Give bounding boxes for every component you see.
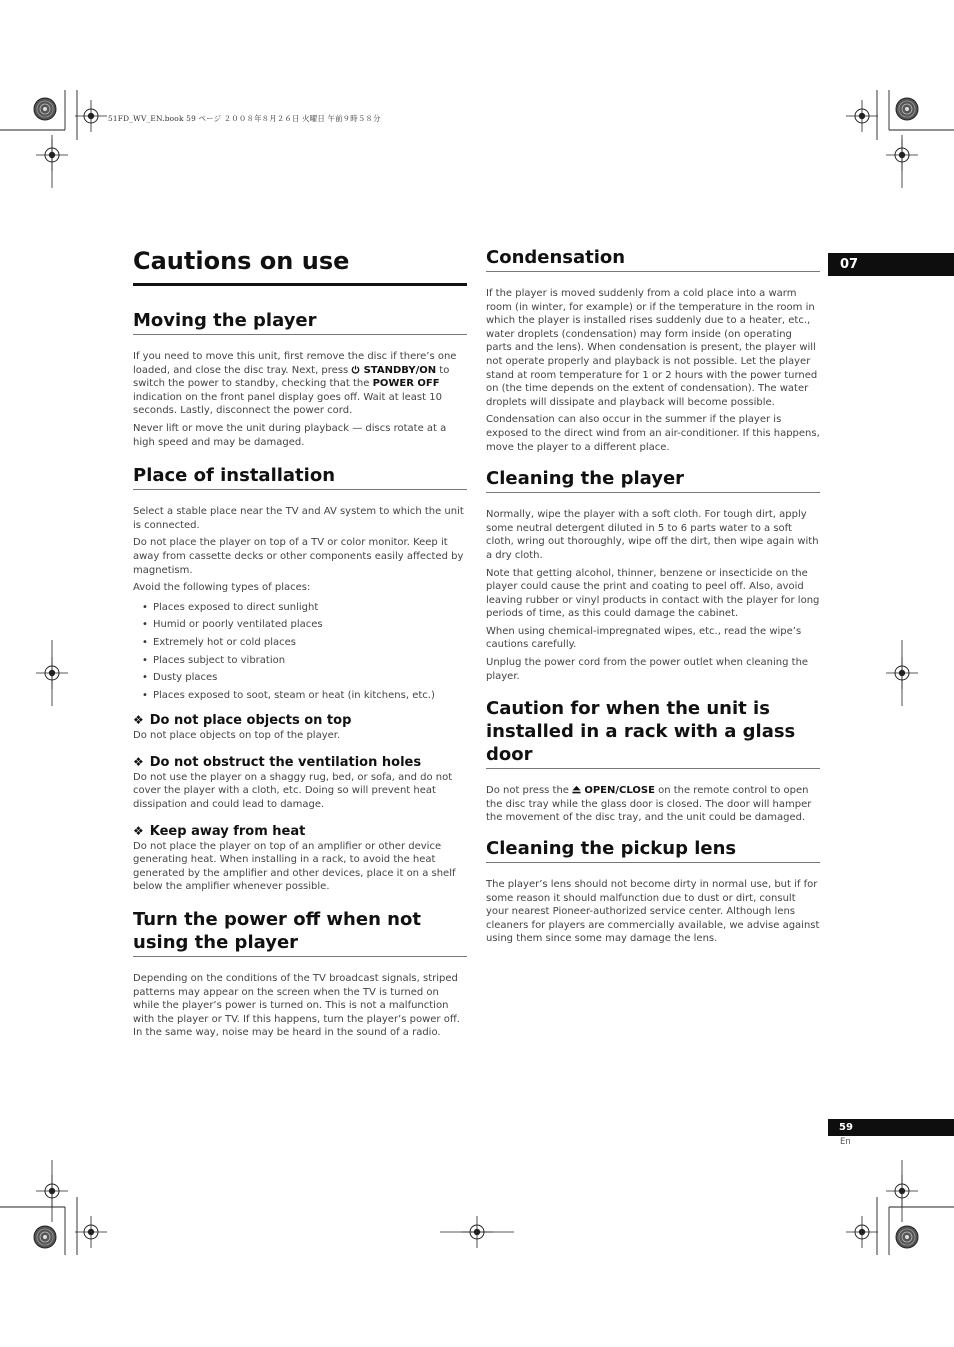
condensation-paragraph-2: Condensation can also occur in the summer if the player is exposed to the direct wind from an air-conditioner. If this happens, move the player to a different place. bbox=[486, 414, 820, 453]
subsection-objects-title: ❖ Do not place objects on top bbox=[133, 713, 352, 729]
subsection-ventilation-title: ❖ Do not obstruct the ventilation holes bbox=[133, 754, 422, 770]
list-item: • Places exposed to soot, steam or heat (in kitchens, etc.) bbox=[133, 687, 467, 705]
list-item: • Dusty places bbox=[133, 669, 467, 687]
page-number: 59 bbox=[828, 1119, 954, 1136]
ventilation-paragraph: Do not use the player on a shaggy rug, bed, or sofa, and do not cover the player with a cloth, etc. Doing so will prevent heat dissipation and could lead to damage. bbox=[133, 771, 453, 811]
section-power-title: Turn the power off when not using the player bbox=[133, 908, 467, 957]
moving-paragraph-1: If you need to move this unit, first remove the disc if there’s one loaded, and close the disc tray. Next, press STANDBY/ON to switch the power to standby, checking that the POWER OFF indication on the front panel display goes off. Wait at least 10 seconds. Lastly, disconnect the power cord. bbox=[133, 351, 457, 417]
section-lens-title: Cleaning the pickup lens bbox=[486, 837, 820, 863]
places-to-avoid-list bbox=[133, 599, 467, 705]
lens-paragraph-1: The player’s lens should not become dirty in normal use, but if for some reason it should malfunction due to dust or dirt, consult your nearest Pioneer-authorized service center. Although lens cleaners for players are commercially available, we advise against using them since some may damage the lens. bbox=[486, 879, 820, 945]
eject-icon bbox=[572, 785, 581, 794]
left-column bbox=[133, 244, 467, 1044]
section-condensation-title: Condensation bbox=[486, 246, 820, 272]
section-place-title: Place of installation bbox=[133, 464, 467, 490]
right-column bbox=[486, 246, 820, 950]
section-rack-title: Caution for when the unit is installed in a rack with a glass door bbox=[486, 697, 820, 769]
list-item: • Extremely hot or cold places bbox=[133, 634, 467, 652]
cleaning-paragraph-2: Note that getting alcohol, thinner, benzene or insecticide on the player could cause the print and coating to peel off. Also, avoid leaving rubber or vinyl products in contact with the player for long periods of time, as this could damage the cabinet. bbox=[486, 567, 820, 620]
place-paragraph-3: Avoid the following types of places: bbox=[133, 582, 311, 594]
cleaning-paragraph-4: Unplug the power cord from the power outlet when cleaning the player. bbox=[486, 657, 809, 682]
list-item: • Places exposed to direct sunlight bbox=[133, 599, 467, 617]
power-icon bbox=[351, 365, 360, 374]
section-moving-title: Moving the player bbox=[133, 309, 467, 335]
condensation-paragraph-1: If the player is moved suddenly from a cold place into a warm room (in winter, for example) or if the temperature in the room in which the player is installed rises suddenly due to a heater, etc., water droplets (condensation) may form inside (on operating parts and the lens). When condensation is present, the player will not operate properly and playback is not possible. Let the player stand at room temperature for 1 or 2 hours with the power turned on (the time depends on the extent of condensation). The water droplets will dissipate and playback will become possible. bbox=[486, 288, 818, 408]
page-title: Cautions on use bbox=[133, 244, 467, 286]
power-paragraph-1: Depending on the conditions of the TV broadcast signals, striped patterns may appear on the screen when the TV is turned on while the player’s power is turned on. This is not a malfunction with the player or TV. If this happens, turn the player’s power off. In the same way, noise may be heard in the sound of a radio. bbox=[133, 973, 460, 1039]
place-paragraph-1: Select a stable place near the TV and AV system to which the unit is connected. bbox=[133, 506, 464, 531]
heat-paragraph: Do not place the player on top of an amplifier or other device generating heat. When installing in a rack, to avoid the heat generated by the amplifier and other devices, place it on a shelf below the amplifier whenever possible. bbox=[133, 840, 456, 893]
list-item: • Humid or poorly ventilated places bbox=[133, 616, 467, 634]
list-item: • Places subject to vibration bbox=[133, 652, 467, 670]
chapter-tab: 07 bbox=[828, 253, 954, 276]
subsection-heat-title: ❖ Keep away from heat bbox=[133, 823, 306, 839]
objects-paragraph: Do not place objects on top of the player. bbox=[133, 730, 341, 742]
section-cleaning-title: Cleaning the player bbox=[486, 467, 820, 493]
diamond-bullet-icon: ❖ bbox=[133, 754, 144, 769]
language-label: En bbox=[840, 1137, 851, 1147]
diamond-bullet-icon: ❖ bbox=[133, 823, 144, 838]
book-file-header: 51FD_WV_EN.book 59 ページ ２００８年８月２６日 火曜日 午前９時５８分 bbox=[108, 114, 381, 123]
place-paragraph-2: Do not place the player on top of a TV or color monitor. Keep it away from cassette decks or other components easily affected by magnetism. bbox=[133, 537, 464, 576]
cleaning-paragraph-3: When using chemical-impregnated wipes, etc., read the wipe’s cautions carefully. bbox=[486, 625, 802, 651]
cleaning-paragraph-1: Normally, wipe the player with a soft cloth. For tough dirt, apply some neutral detergent diluted in 5 to 6 parts water to a soft cloth, wring out thoroughly, wipe off the dirt, then wipe again with a dry cloth. bbox=[486, 509, 819, 561]
moving-paragraph-2: Never lift or move the unit during playback — discs rotate at a high speed and may be damaged. bbox=[133, 422, 447, 448]
diamond-bullet-icon: ❖ bbox=[133, 713, 144, 728]
rack-paragraph-1: Do not press the OPEN/CLOSE on the remote control to open the disc tray while the glass door is closed. The door will hamper the movement of the disc tray, and the unit could be damaged. bbox=[486, 785, 812, 824]
